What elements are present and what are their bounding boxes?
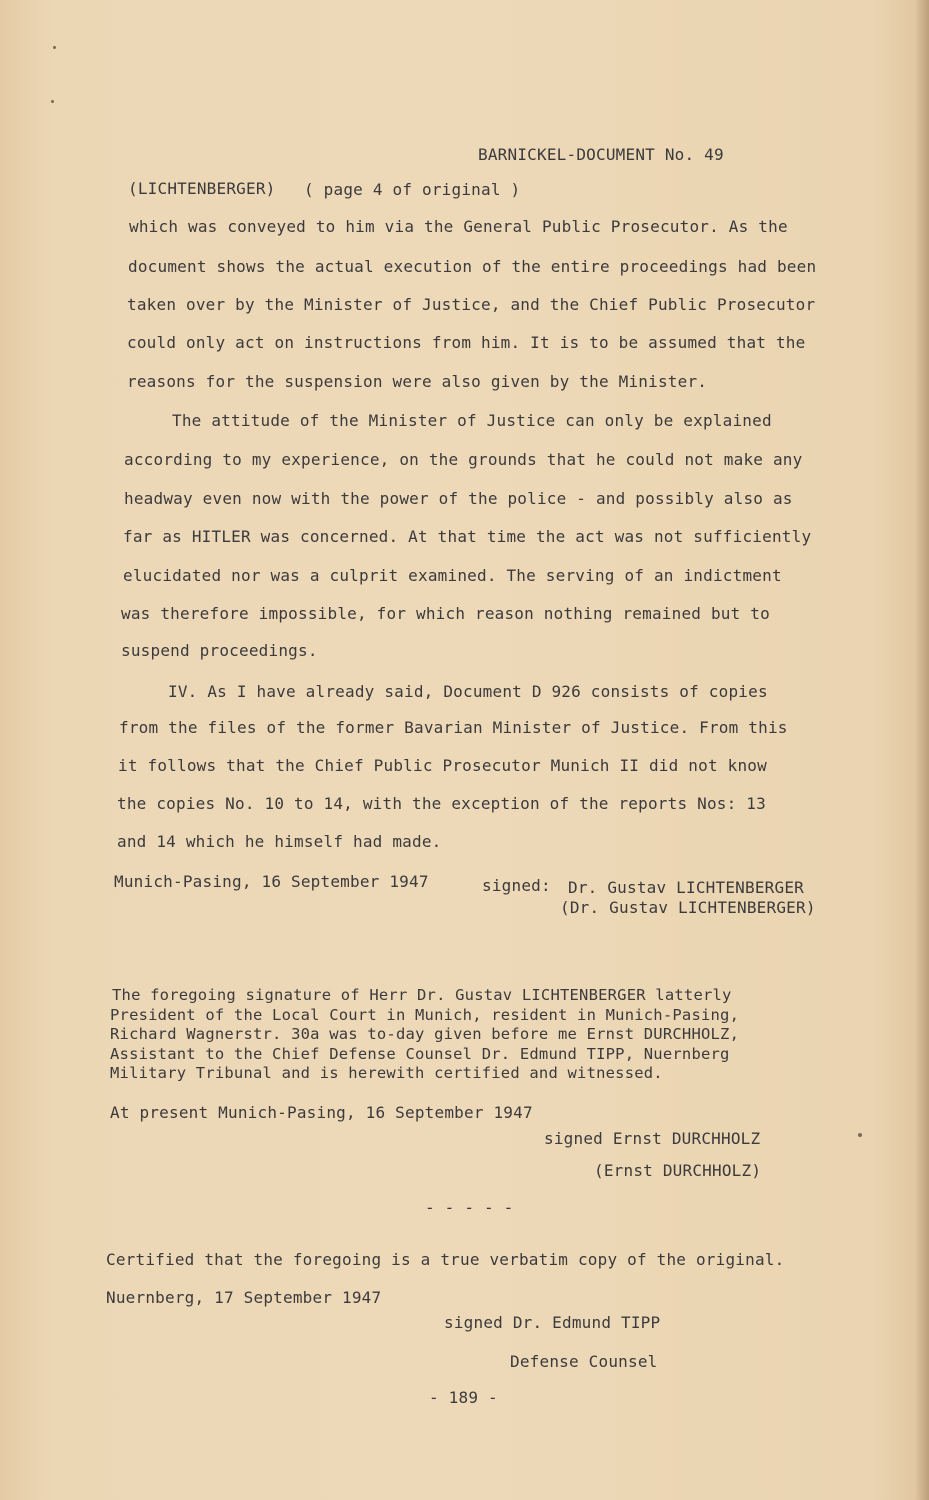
body-line: the copies No. 10 to 14, with the exception of the reports Nos: 13: [117, 794, 766, 813]
body-line: elucidated nor was a culprit examined. The serving of an indictment: [123, 566, 782, 585]
body-line: was therefore impossible, for which reason nothing remained but to: [121, 604, 770, 623]
page-reference: ( page 4 of original ): [304, 180, 521, 199]
author-tag: (LICHTENBERGER): [128, 179, 276, 198]
paper-speck: [858, 1133, 862, 1137]
certification-line: Richard Wagnerstr. 30a was to-day given before me Ernst DURCHHOLZ,: [110, 1025, 740, 1043]
certification-line: Assistant to the Chief Defense Counsel Dr. Edmund TIPP, Nuernberg: [110, 1045, 730, 1063]
body-line: could only act on instructions from him. It is to be assumed that the: [127, 333, 806, 352]
body-line: from the files of the former Bavarian Minister of Justice. From this: [119, 718, 788, 737]
signatory-name: Dr. Gustav LICHTENBERGER: [568, 878, 804, 897]
verbatim-statement: Certified that the foregoing is a true verbatim copy of the original.: [106, 1250, 785, 1269]
paper-speck: [51, 100, 54, 103]
document-reference: BARNICKEL-DOCUMENT No. 49: [478, 145, 724, 164]
certification-line: President of the Local Court in Munich, resident in Munich-Pasing,: [110, 1006, 740, 1024]
body-line: reasons for the suspension were also given by the Minister.: [127, 372, 708, 391]
body-line: headway even now with the power of the police - and possibly also as: [124, 489, 793, 508]
certification-line: The foregoing signature of Herr Dr. Gustav LICHTENBERGER latterly: [112, 986, 732, 1004]
verbatim-role: Defense Counsel: [510, 1352, 658, 1371]
body-line: document shows the actual execution of the entire proceedings had been: [128, 257, 817, 276]
paper-speck: [53, 46, 56, 49]
signatory-name-typed: (Dr. Gustav LICHTENBERGER): [560, 898, 816, 917]
certification-place-date: At present Munich-Pasing, 16 September 1947: [110, 1103, 533, 1122]
certification-line: Military Tribunal and is herewith certified and witnessed.: [110, 1064, 663, 1082]
verbatim-place-date: Nuernberg, 17 September 1947: [106, 1288, 382, 1307]
body-line: it follows that the Chief Public Prosecutor Munich II did not know: [118, 756, 767, 775]
body-line: The attitude of the Minister of Justice can only be explained: [172, 411, 772, 430]
certification-name-typed: (Ernst DURCHHOLZ): [594, 1161, 762, 1180]
body-line: which was conveyed to him via the General Public Prosecutor. As the: [129, 217, 788, 236]
body-line: according to my experience, on the grounds that he could not make any: [124, 450, 803, 469]
certification-signed: signed Ernst DURCHHOLZ: [544, 1129, 761, 1148]
body-line: and 14 which he himself had made.: [117, 832, 442, 851]
body-line: IV. As I have already said, Document D 926 consists of copies: [168, 682, 768, 701]
body-line: taken over by the Minister of Justice, and the Chief Public Prosecutor: [127, 295, 816, 314]
section-separator: - - - - -: [425, 1198, 514, 1217]
signature-place-date: Munich-Pasing, 16 September 1947: [114, 872, 429, 891]
body-line: suspend proceedings.: [121, 641, 318, 660]
body-line: far as HITLER was concerned. At that time the act was not sufficiently: [123, 527, 812, 546]
page-number: - 189 -: [429, 1388, 498, 1407]
verbatim-signed: signed Dr. Edmund TIPP: [444, 1313, 661, 1332]
page-edge-shadow: [915, 0, 929, 1500]
signed-label: signed:: [482, 876, 551, 895]
